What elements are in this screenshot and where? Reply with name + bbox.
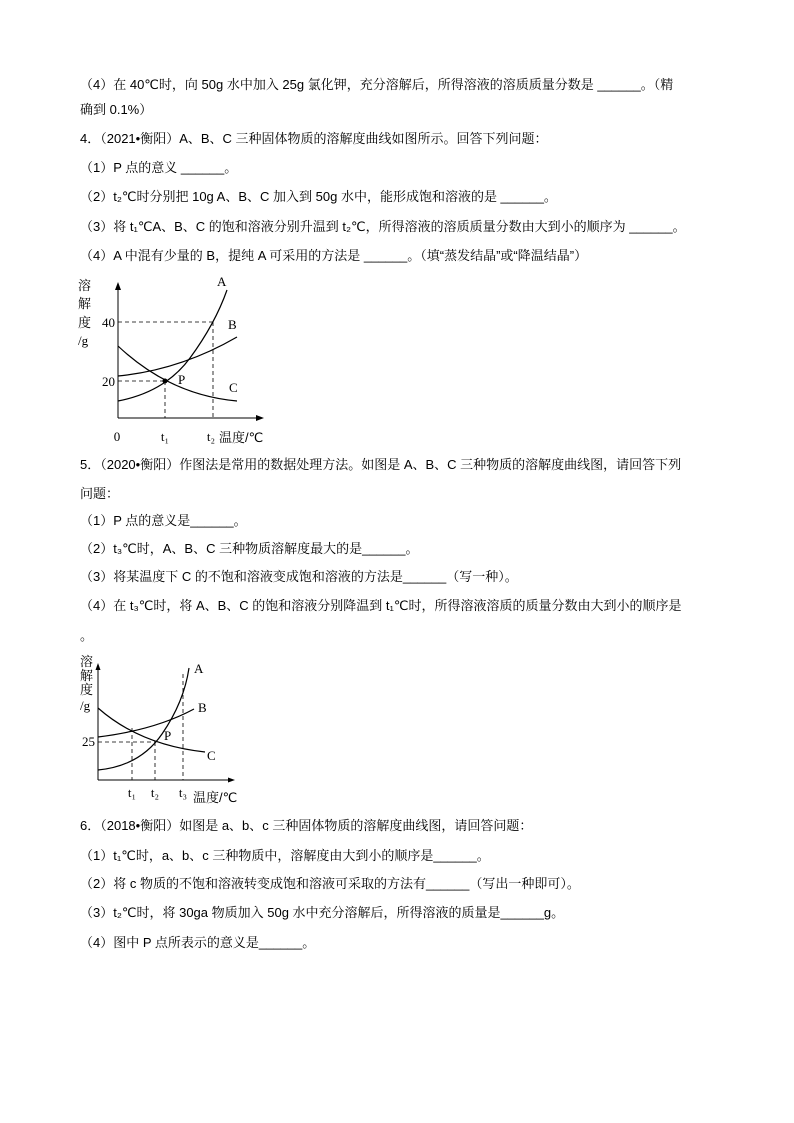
q6-item-3: （3）t₂℃时，将 30ga 物质加入 50g 水中充分溶解后，所得溶液的质量是______g。 bbox=[80, 905, 565, 920]
q4-item-4: （4）A 中混有少量的 B，提纯 A 可采用的方法是 ______。（填“蒸发结晶”或“降温结晶”） bbox=[80, 248, 588, 263]
prev-item-4-line-2: 确到 0.1%） bbox=[80, 102, 153, 117]
q6-item-2: （2）将 c 物质的不饱和溶液转变成饱和溶液可采取的方法有______（写出一种即可）。 bbox=[80, 876, 580, 891]
x-tick-t1: t₁ bbox=[127, 785, 137, 800]
q5-item-4-continuation: 。 bbox=[80, 628, 94, 643]
y-label-char-2: 解 bbox=[78, 296, 92, 311]
x-tick-t1: t₁ bbox=[160, 429, 170, 444]
x-tick-0: 0 bbox=[113, 429, 121, 444]
q4-title: 4．（2021•衡阳）A、B、C 三种固体物质的溶解度曲线如图所示。回答下列问题： bbox=[80, 131, 548, 146]
y-label-char-3: 度 bbox=[80, 682, 94, 697]
curve-b bbox=[98, 709, 194, 737]
point-p-label: P bbox=[178, 372, 186, 387]
curve-a-label: A bbox=[217, 274, 227, 289]
curve-c bbox=[98, 708, 205, 752]
y-tick-20: 20 bbox=[102, 374, 115, 389]
x-tick-t2: t₂ bbox=[206, 429, 216, 444]
y-label-char-1: 溶 bbox=[78, 278, 92, 293]
curve-b-label: B bbox=[198, 700, 207, 715]
q5-item-4: （4）在 t₃℃时，将 A、B、C 的饱和溶液分别降温到 t₁℃时，所得溶液溶质的质量分数由大到小的顺序是 bbox=[80, 598, 682, 613]
y-label-char-1: 溶 bbox=[80, 654, 94, 669]
q5-title-line-2: 问题： bbox=[80, 486, 120, 501]
y-label-unit: /g bbox=[78, 333, 89, 348]
q6-title: 6．（2018•衡阳）如图是 a、b、c 三种固体物质的溶解度曲线图，请回答问题： bbox=[80, 818, 533, 833]
curve-b-label: B bbox=[228, 317, 237, 332]
curve-a-label: A bbox=[194, 661, 204, 676]
x-axis-arrow bbox=[256, 415, 264, 421]
q5-solubility-figure bbox=[70, 650, 260, 810]
prev-item-4-line-1: （4）在 40℃时，向 50g 水中加入 25g 氯化钾，充分溶解后，所得溶液的溶质质量分数是 ______。（精 bbox=[80, 77, 674, 92]
q5-item-2: （2）t₃℃时，A、B、C 三种物质溶解度最大的是______。 bbox=[80, 541, 419, 556]
q4-item-3: （3）将 t₁℃A、B、C 的饱和溶液分别升温到 t₂℃，所得溶液的溶质质量分数由大到小的顺序为 ______。 bbox=[80, 219, 686, 234]
x-tick-t2: t₂ bbox=[150, 785, 160, 800]
y-tick-25: 25 bbox=[82, 734, 95, 749]
q4-solubility-figure bbox=[70, 270, 280, 450]
x-axis-label: 温度/℃ bbox=[219, 430, 264, 445]
x-axis-arrow bbox=[228, 778, 235, 783]
y-label-unit: /g bbox=[80, 698, 91, 713]
y-label-char-3: 度 bbox=[78, 315, 92, 330]
q5-item-3: （3）将某温度下 C 的不饱和溶液变成饱和溶液的方法是______（写一种）。 bbox=[80, 569, 518, 584]
point-p-label: P bbox=[164, 728, 172, 743]
q4-item-2: （2）t₂℃时分别把 10g A、B、C 加入到 50g 水中，能形成饱和溶液的是 ______。 bbox=[80, 189, 557, 204]
curve-a bbox=[118, 290, 227, 401]
q4-item-1: （1）P 点的意义 ______。 bbox=[80, 160, 238, 175]
y-axis-arrow bbox=[115, 282, 121, 290]
point-p-dot bbox=[163, 379, 168, 384]
q5-item-1: （1）P 点的意义是______。 bbox=[80, 513, 247, 528]
x-tick-t3: t₃ bbox=[178, 785, 188, 800]
curve-c-label: C bbox=[207, 748, 216, 763]
q5-title-line-1: 5．（2020•衡阳）作图法是常用的数据处理方法。如图是 A、B、C 三种物质的溶解度曲线图，请回答下列 bbox=[80, 457, 682, 472]
x-axis-label: 温度/℃ bbox=[193, 790, 238, 805]
y-label-char-2: 解 bbox=[80, 668, 94, 683]
y-tick-40: 40 bbox=[102, 315, 115, 330]
curve-c-label: C bbox=[229, 380, 238, 395]
curve-b bbox=[118, 337, 237, 376]
q6-item-1: （1）t₁℃时，a、b、c 三种物质中，溶解度由大到小的顺序是______。 bbox=[80, 848, 490, 863]
y-axis-arrow bbox=[96, 663, 101, 670]
q6-item-4: （4）图中 P 点所表示的意义是______。 bbox=[80, 935, 316, 950]
